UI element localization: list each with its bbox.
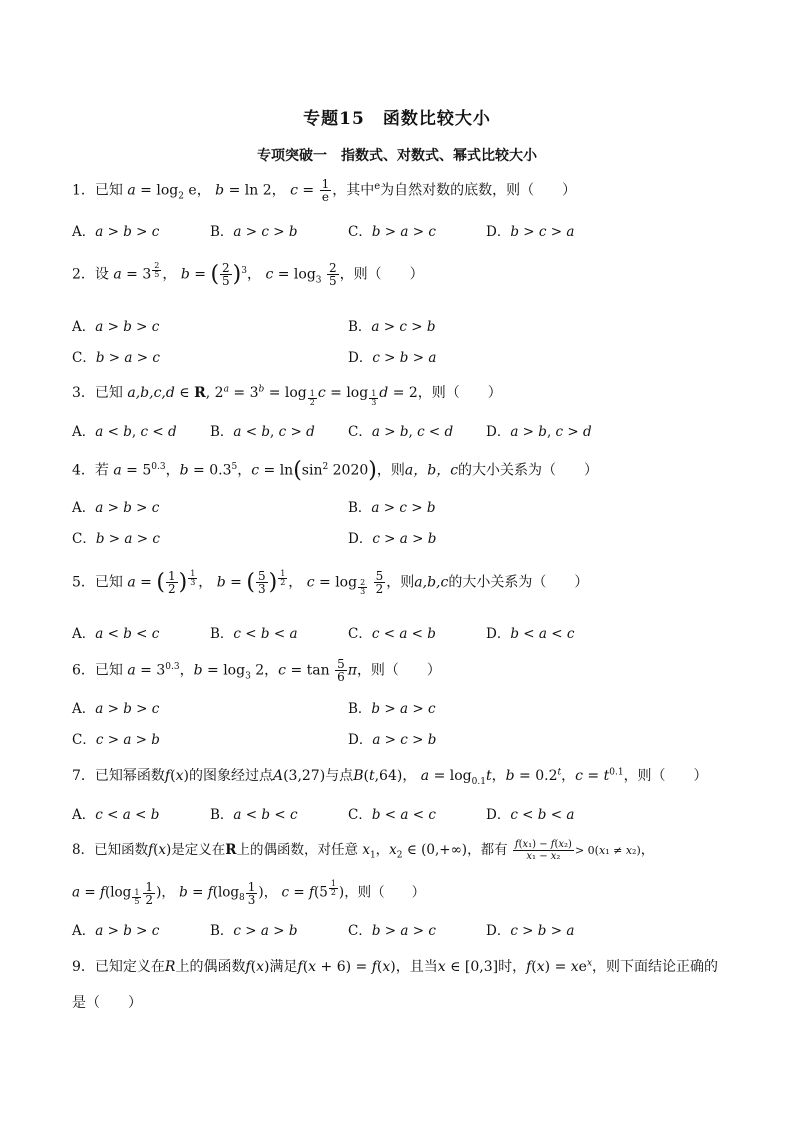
option-label: C．: [348, 224, 372, 240]
formula-a: a: [127, 182, 136, 199]
question-tail: ，则（ ）: [339, 266, 424, 283]
question-mid-4: 时，: [498, 959, 527, 975]
option-a[interactable]: A．c < a < b: [72, 807, 160, 823]
option-label: B．: [210, 224, 234, 240]
question-mid: ，其中: [332, 182, 375, 199]
option-label: C．: [348, 807, 372, 823]
question-2: 2．设 a = 3 $^{\frac{2}{5}}$ ， b = ( $\frac{2}{5}$ )$^3$， $c = \log_3$ $\frac{2}{5}$ ，则（ ）: [72, 261, 424, 289]
option-a[interactable]: A．a < b < c: [72, 626, 160, 642]
question-number: 2．: [72, 266, 95, 283]
option-c[interactable]: C．b < a < c: [348, 807, 436, 823]
option-label: A．: [72, 424, 96, 440]
question-number: 3．: [72, 385, 95, 401]
question-lead: 已知: [94, 385, 123, 401]
option-d[interactable]: D．a > c > b: [348, 732, 437, 748]
question-number: 1．: [72, 182, 95, 199]
question-9: 9．已知定义在R上的偶函数f(x)满足f(x + 6) = f(x)，且当x ∈ [0,3]时，$f(x) = xe^x$，则下面结论正确的: [72, 958, 719, 975]
question-number: 8．: [72, 842, 95, 858]
option-label: D．: [348, 350, 373, 366]
question-4: 4．若 $a = 5^{0.3}$，$b = 0.3^5$，$c = \ln(\sin^2$ 2020)，则a，b，c的大小关系为（ ）: [72, 458, 599, 483]
option-label: D．: [486, 807, 511, 823]
option-c[interactable]: C．b > a > c: [348, 923, 436, 939]
question-lead: 设: [94, 266, 109, 283]
question-mid-2: 上的偶函数，对任意: [236, 842, 359, 858]
question-tail-2: 的大小关系为（ ）: [458, 462, 599, 479]
option-label: B．: [348, 701, 372, 717]
question-lead: 已知: [94, 662, 123, 679]
question-number: 5．: [72, 574, 95, 591]
question-mid: 是定义在: [171, 842, 226, 858]
option-d[interactable]: D．c > b > a: [486, 923, 575, 939]
question-mid-3: ，都有: [467, 842, 508, 858]
option-label: B．: [210, 626, 234, 642]
option-d[interactable]: D．c > b > a: [348, 350, 437, 366]
option-label: B．: [210, 424, 234, 440]
option-a[interactable]: A．a > b > c: [72, 500, 160, 516]
option-label: A．: [72, 626, 96, 642]
question-3: 3．已知 a,b,c,d ∈ R, $2^a = 3^b = \log$ $_{\frac{1}{2}}$ c = log $_{\frac{1}{3}}$ d = 2，则（ ）: [72, 384, 502, 407]
question-9-line-2: 是（ ）: [72, 995, 142, 1011]
option-b[interactable]: B．a < b, c > d: [210, 424, 315, 440]
option-d[interactable]: D．b > c > a: [486, 224, 575, 240]
question-lead: 已知幂函数: [94, 768, 165, 784]
option-label: A．: [72, 319, 96, 335]
question-number: 4．: [72, 462, 95, 479]
option-d[interactable]: D．a > b, c > d: [486, 424, 592, 440]
option-label: C．: [348, 626, 372, 642]
question-lead: 若: [94, 462, 109, 479]
question-mid-2: 满足: [269, 959, 298, 975]
option-a[interactable]: A．a > b > c: [72, 224, 160, 240]
question-mid: 上的偶函数: [175, 959, 246, 975]
question-lead: 已知: [94, 182, 123, 199]
option-label: D．: [348, 732, 373, 748]
euler-e: e: [374, 180, 381, 192]
option-label: C．: [348, 424, 372, 440]
question-tail: ，则（ ）: [356, 662, 441, 679]
option-c[interactable]: C．b > a > c: [348, 224, 436, 240]
option-d[interactable]: D．c > a > b: [348, 531, 437, 547]
option-b[interactable]: B．a > c > b: [348, 319, 436, 335]
question-mid-3: ，且当: [395, 959, 438, 975]
option-b[interactable]: B．c > a > b: [210, 923, 298, 939]
question-tail: 为自然对数的底数，则（ ）: [380, 182, 577, 199]
option-a[interactable]: A．a > b > c: [72, 701, 160, 717]
option-label: D．: [486, 923, 511, 939]
option-c[interactable]: C．a > b, c < d: [348, 424, 454, 440]
option-b[interactable]: B．b > a > c: [348, 701, 436, 717]
option-label: D．: [486, 224, 511, 240]
option-b[interactable]: B．c < b < a: [210, 626, 298, 642]
option-label: B．: [210, 807, 234, 823]
option-label: D．: [486, 424, 511, 440]
option-b[interactable]: B．a > c > b: [210, 224, 298, 240]
option-b[interactable]: B．a > c > b: [348, 500, 436, 516]
option-c[interactable]: C．c < a < b: [348, 626, 436, 642]
option-label: A．: [72, 500, 96, 516]
question-7: 7．已知幂函数f(x)的图象经过点A(3,27)与点B(t,64)， $a = \log_{0.1}t$，$b = 0.2^t$，$c = t^{0.1}$，则（ ）: [72, 767, 708, 787]
section-subtitle: 专项突破一 指数式、对数式、幂式比较大小: [257, 148, 537, 164]
question-tail-2: 的大小关系为（ ）: [448, 574, 589, 591]
option-label: C．: [72, 531, 96, 547]
question-tail: ，则（ ）: [344, 884, 426, 901]
option-label: C．: [348, 923, 372, 939]
question-1: 1．已知 $a = \log_2 e$， b = ln 2， c = $\frac{1}{e}$ ，其中$^e$为自然对数的底数，则（ ）: [72, 177, 577, 204]
question-number: 7．: [72, 768, 95, 784]
question-mid-2: 与点: [325, 768, 354, 784]
option-a[interactable]: A．a < b, c < d: [72, 424, 177, 440]
question-tail: ，则下面结论正确的: [592, 959, 719, 975]
fraction: $\frac{1}{e}$: [321, 177, 330, 204]
option-label: B．: [348, 319, 372, 335]
option-d[interactable]: D．b < a < c: [486, 626, 575, 642]
option-a[interactable]: A．a > b > c: [72, 923, 160, 939]
option-label: A．: [72, 923, 96, 939]
question-number: 9．: [72, 959, 95, 975]
question-5: 5．已知 a = ( $\frac{1}{2}$ ) $^{\frac{1}{3}}$ ， b = ( $\frac{5}{3}$ ) $^{\frac{1}{2}}$ ， c = log $_{\frac{2}{3}}$ $\frac{5}{2}$ ，则a,b,c的大小关系为（ ）: [72, 569, 589, 597]
option-label: A．: [72, 224, 96, 240]
question-6: 6．已知 $a = 3^{0.3}$，$b = \log_3 2$，c = tan $\frac{5}{6}$ π，则（ ）: [72, 657, 441, 684]
question-lead: 已知: [94, 574, 123, 591]
option-c[interactable]: C．b > a > c: [72, 350, 160, 366]
option-a[interactable]: A．a > b > c: [72, 319, 160, 335]
option-label: C．: [72, 350, 96, 366]
option-label: B．: [348, 500, 372, 516]
question-tail: ，则: [386, 574, 415, 591]
question-tail: ，则: [376, 462, 405, 479]
option-label: A．: [72, 807, 96, 823]
page-title: 专题15 函数比较大小: [303, 109, 491, 129]
question-tail: ，则（ ）: [417, 385, 502, 401]
option-d[interactable]: D．c < b < a: [486, 807, 575, 823]
question-lead: 已知函数: [94, 842, 149, 858]
question-tail: ，则（ ）: [623, 768, 708, 784]
option-label: D．: [486, 626, 511, 642]
option-label: B．: [210, 923, 234, 939]
question-number: 6．: [72, 662, 95, 679]
option-b[interactable]: B．a < b < c: [210, 807, 298, 823]
question-lead: 已知定义在: [94, 959, 165, 975]
option-label: C．: [72, 732, 96, 748]
question-mid: 的图象经过点: [188, 768, 273, 784]
option-label: D．: [348, 531, 373, 547]
option-label: A．: [72, 701, 96, 717]
question-8-line-2: a = f(log $_{\frac{1}{5}}$ $\frac{1}{2}$ )， $b = f(\log_8$ $\frac{1}{3}$ )， c = f(5 $^{\frac{1}{2}}$ )，则（ ）: [72, 879, 426, 907]
option-c[interactable]: C．c > a > b: [72, 732, 160, 748]
question-8: 8．已知函数f(x)是定义在R上的偶函数，对任意 $x_1$，$x_2$ ∈ (0,+∞)，都有 $\frac{\text{f(x₁) − f(x₂)}}{\text{x₁ − x₂}}$ > 0(x₁ ≠ x₂)，: [72, 839, 655, 862]
option-c[interactable]: C．b > a > c: [72, 531, 160, 547]
